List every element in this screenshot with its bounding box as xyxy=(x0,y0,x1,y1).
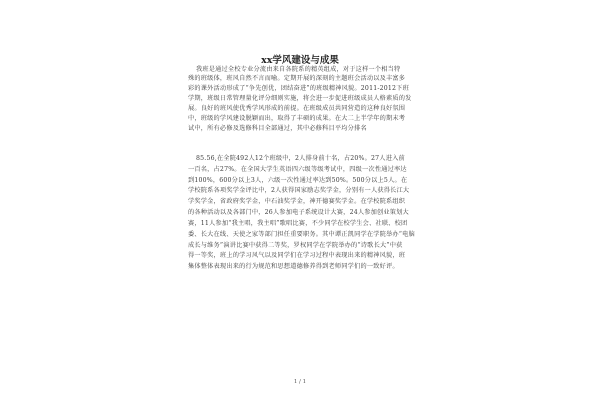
paragraph-1-line-4: 学期，班级日常管理量化评分细则实施，将会进一步促进班级成员人格素质的发 xyxy=(188,95,412,102)
paragraph-1-line-6: 中，班级的学风建设脱颖而出，取得了丰硕的成果。在大二上半学年的期末考 xyxy=(188,115,406,122)
paragraph-2-line-10: 得一等奖，班上的学习风气以及同学们在学习过程中表现出来的精神风貌，班 xyxy=(188,252,406,259)
paragraph-1-line-3: 彩的课外活动形成了“争先创优，团结奋进”的班级精神风貌。2011-2012下班 xyxy=(188,85,409,92)
page-number: 1 / 1 xyxy=(293,379,307,385)
paragraph-2-line-4: 学校院系各项奖学金评比中，2人获得国家励志奖学金，分别有一人获得长江大 xyxy=(188,187,410,194)
paragraph-2-line-5: 学奖学金，省政府奖学金，中石油奖学金，神开德赛奖学金。在学校院系组织 xyxy=(188,198,406,205)
paragraph-2-line-6: 的各种活动以及各部门中，26人参加电子系统设计大赛，24人参加创业策划大 xyxy=(188,209,409,216)
paragraph-2-line-3: 到100%，600分以上3人，六级一次性通过率达到50%。500分以上5人。在 xyxy=(188,177,408,184)
paragraph-2-line-9: 成长与维务”演讲比赛中获得二等奖，罗权同学在学院举办的“诗歌长大”中获 xyxy=(188,242,403,249)
paragraph-1-line-2: 殊的班级体，班风自然不言而喻。定期开展的深刻的主题班会活动以及丰富多 xyxy=(188,75,406,82)
page-title: xx学风建设与成果 xyxy=(261,55,339,66)
paragraph-1-line-1: 我班是通过全校专业分流由来自各院系的精英组成，对于这样一个相当特 xyxy=(196,66,401,73)
paragraph-2-line-2: 一百名，占27%。在全国大学生英语四六级等级考试中，四级一次性通过率达 xyxy=(188,166,407,173)
paragraph-2-line-8: 委、长大在线、天使之家等部门担任重要职务。其中谭正凯同学在学院举办“电脑 xyxy=(188,231,415,238)
paragraph-1-line-7: 试中，所有必修及选修科目全部通过，其中必修科目平均分排名 xyxy=(188,125,367,132)
paragraph-2-line-1: 85.56,在全院492人12个班级中，2人排身前十名，占20%。27人进入前 xyxy=(196,155,405,162)
paragraph-1-line-5: 展。良好的班风使优秀学风形成的前提。在班级成员共同营造的这种良好氛围 xyxy=(188,105,406,112)
paragraph-2-line-7: 赛，11人参加“我主唱，我主唱”歌唱比赛，不少同学在校学生会、社联、校团 xyxy=(188,220,408,227)
paragraph-2-line-11: 集体整体表现出来的行为规范和思想道德修养得到老师同学们的一致好评。 xyxy=(188,263,399,270)
